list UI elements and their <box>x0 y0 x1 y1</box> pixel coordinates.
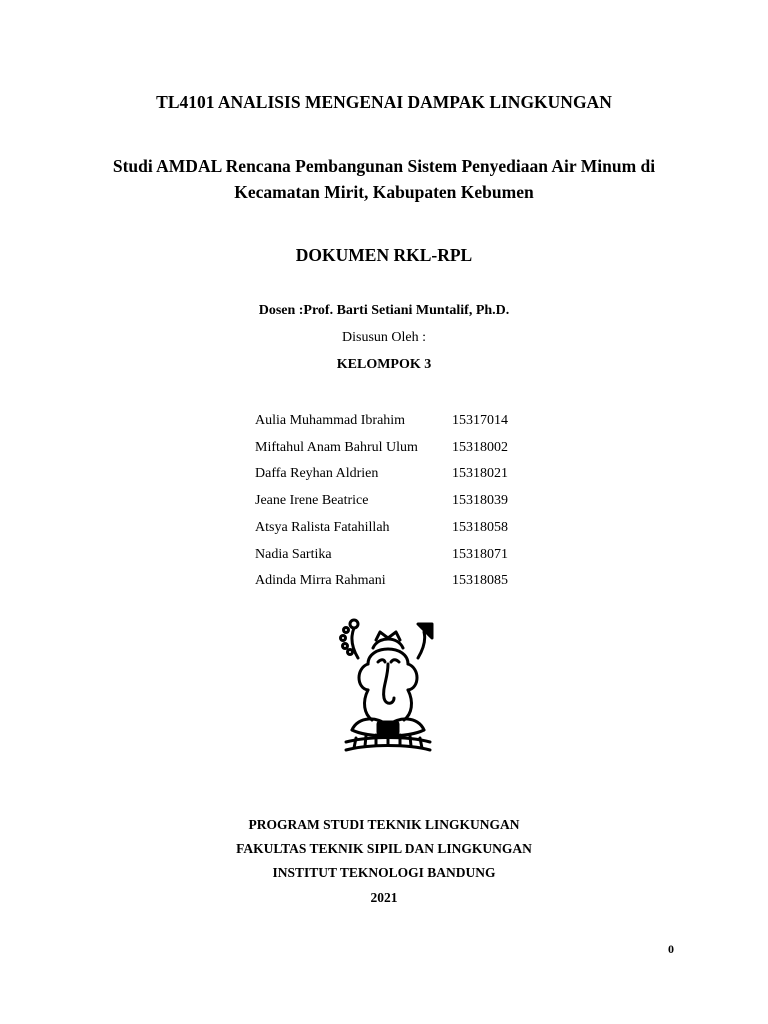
member-name: Atsya Ralista Fatahillah <box>255 519 390 535</box>
member-name: Nadia Sartika <box>255 546 332 562</box>
member-row <box>255 408 532 435</box>
ganesha-logo-icon <box>338 618 438 758</box>
faculty-name: FAKULTAS TEKNIK SIPIL DAN LINGKUNGAN <box>236 841 532 856</box>
member-name: Adinda Mirra Rahmani <box>255 573 386 589</box>
study-title-line-1: Studi AMDAL Rencana Pembangunan Sistem Penyediaan Air Minum di <box>112 156 656 176</box>
group-name: KELOMPOK 3 <box>336 357 432 372</box>
member-name: Daffa Reyhan Aldrien <box>255 466 379 482</box>
prepared-by-label: Disusun Oleh : <box>342 330 426 345</box>
member-row <box>255 568 532 595</box>
member-row <box>255 488 532 515</box>
member-nim: 15317014 <box>452 413 508 428</box>
study-title <box>0 153 768 205</box>
member-row <box>255 515 532 542</box>
member-nim: 15318021 <box>452 466 508 482</box>
member-nim: 15318058 <box>452 519 508 535</box>
member-name: Jeane Irene Beatrice <box>255 493 369 509</box>
member-nim: 15318039 <box>452 493 508 509</box>
member-nim: 15318071 <box>452 546 508 562</box>
course-title: TL4101 ANALISIS MENGENAI DAMPAK LINGKUNGAN <box>156 92 612 112</box>
year: 2021 <box>370 890 398 905</box>
member-row <box>255 542 532 569</box>
member-nim: 15318085 <box>452 573 508 589</box>
lecturer: Dosen :Prof. Barti Setiani Muntalif, Ph.D. <box>258 303 510 318</box>
member-name: Aulia Muhammad Ibrahim <box>255 413 406 428</box>
document-title: DOKUMEN RKL-RPL <box>295 245 473 265</box>
study-title-line-2: Kecamatan Mirit, Kabupaten Kebumen <box>234 182 534 202</box>
member-nim: 15318002 <box>452 439 508 455</box>
institute-name: INSTITUT TEKNOLOGI BANDUNG <box>272 865 496 880</box>
member-row <box>255 435 532 462</box>
program-name: PROGRAM STUDI TEKNIK LINGKUNGAN <box>248 817 520 832</box>
member-list <box>255 408 532 595</box>
member-name: Miftahul Anam Bahrul Ulum <box>255 439 418 455</box>
page-number: 0 <box>668 942 674 956</box>
member-row <box>255 461 532 488</box>
